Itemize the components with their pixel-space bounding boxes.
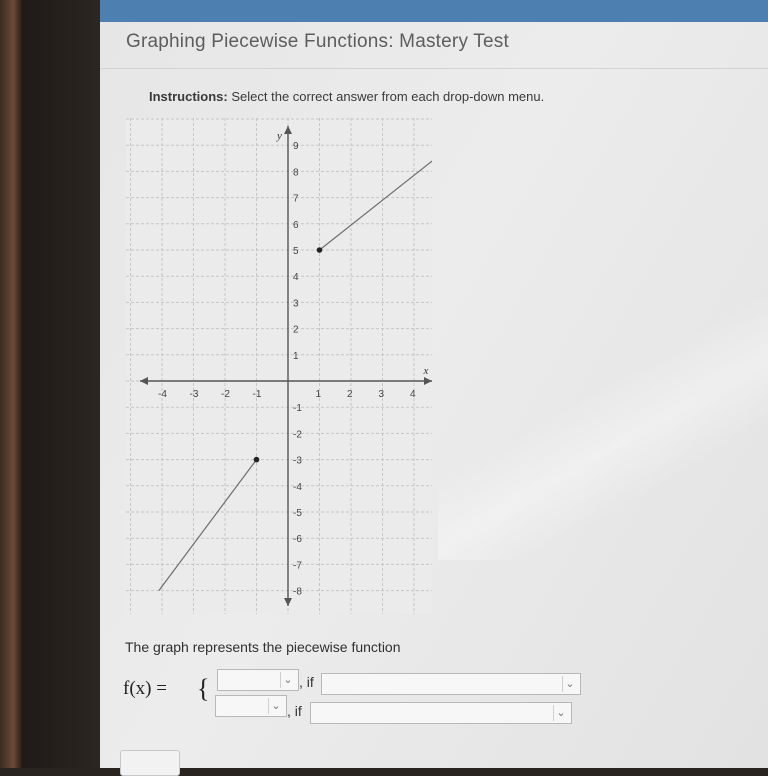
y-tick-label: 3 — [293, 298, 299, 310]
function-name: f(x) = — [123, 678, 167, 699]
x-tick-label: 1 — [315, 389, 322, 400]
monitor-bezel-inner — [22, 0, 100, 768]
y-tick-label: 8 — [293, 167, 299, 179]
y-tick-label: -4 — [293, 481, 302, 493]
function-brace: { — [197, 674, 210, 703]
y-tick-label: -2 — [293, 429, 302, 441]
x-tick-label: -2 — [221, 389, 230, 400]
instructions — [149, 89, 544, 104]
y-tick-label: -8 — [293, 586, 302, 598]
y-tick-label: -3 — [293, 455, 302, 467]
y-tick-label: 4 — [293, 272, 299, 284]
y-axis-label: y — [277, 130, 282, 142]
y-tick-label: 2 — [293, 324, 299, 336]
screen-glare — [438, 300, 768, 560]
title-divider — [100, 68, 768, 69]
x-tick-label: 2 — [347, 389, 353, 400]
chevron-down-icon: ⌄ — [280, 672, 295, 688]
y-tick-label: -6 — [293, 534, 302, 546]
page-title: Graphing Piecewise Functions: Mastery Test — [126, 31, 509, 52]
chevron-down-icon[interactable]: ⌄ — [553, 705, 568, 721]
y-tick-label: 7 — [293, 193, 299, 205]
monitor-bezel-left — [0, 0, 22, 768]
instructions-text: Select the correct answer from each drop-down menu. — [231, 89, 545, 104]
y-tick-label: 5 — [293, 246, 299, 257]
next-button[interactable] — [120, 750, 180, 776]
screen — [100, 0, 768, 768]
y-tick-label: 6 — [293, 219, 299, 231]
y-tick-label: -7 — [293, 560, 302, 572]
top-nav-bar — [100, 0, 768, 22]
instructions-label: Instructions: — [149, 89, 228, 104]
x-axis-label: x — [423, 365, 429, 377]
coordinate-graph — [126, 118, 432, 614]
x-tick-label: -1 — [252, 389, 262, 400]
if-label-2: , if — [287, 703, 302, 719]
x-tick-label: 3 — [378, 389, 385, 400]
condition-dropdown-2[interactable] — [310, 702, 572, 724]
expression-dropdown-2[interactable] — [215, 695, 287, 717]
y-tick-label: 1 — [293, 350, 299, 362]
x-tick-label: -4 — [158, 389, 167, 400]
chevron-down-icon[interactable]: ⌄ — [562, 676, 577, 692]
condition-dropdown-1[interactable] — [321, 673, 581, 695]
chevron-down-icon: ⌄ — [268, 698, 283, 714]
closed-endpoint-2 — [317, 247, 323, 253]
if-label-1: , if — [299, 674, 314, 690]
x-tick-label: 4 — [410, 389, 416, 400]
y-tick-label: -1 — [293, 403, 302, 415]
expression-dropdown-1[interactable] — [217, 669, 299, 691]
graph-background — [126, 118, 432, 614]
x-tick-label: -3 — [189, 389, 199, 400]
closed-endpoint-1 — [254, 457, 260, 463]
y-tick-label: 9 — [293, 141, 299, 153]
question-text: The graph represents the piecewise function — [125, 639, 401, 655]
y-tick-label: -5 — [293, 508, 302, 519]
